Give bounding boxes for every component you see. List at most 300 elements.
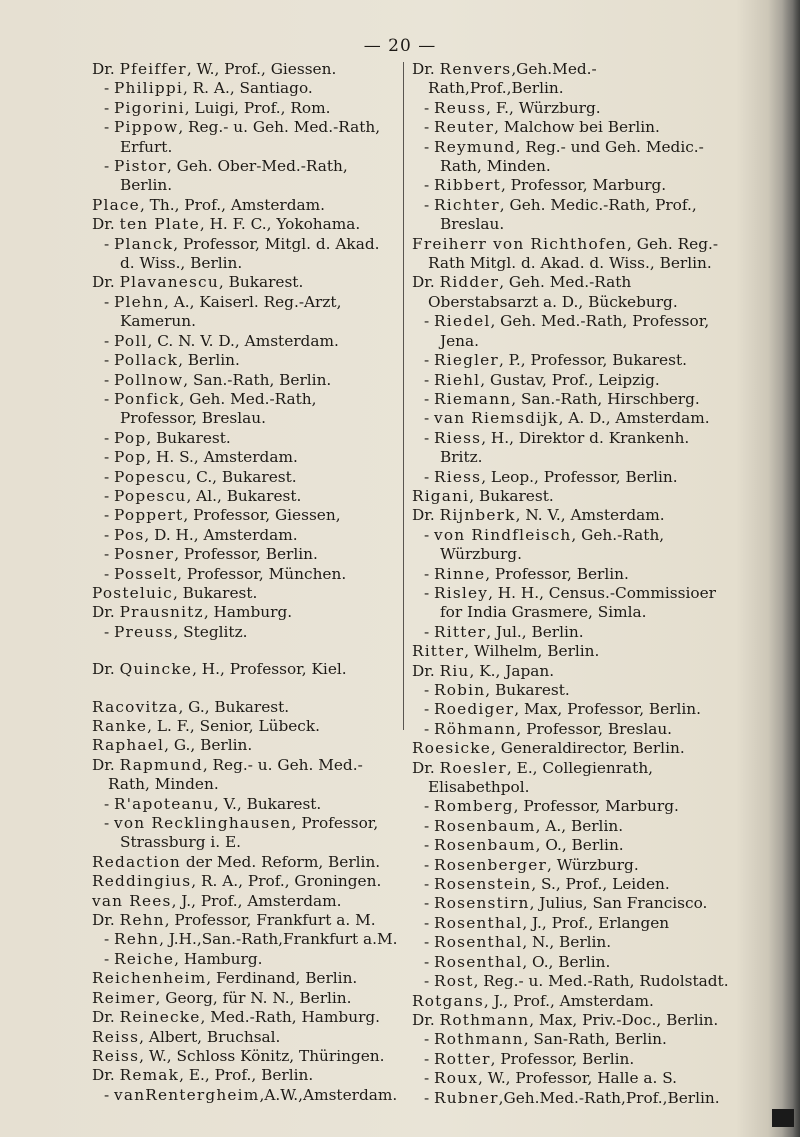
directory-entry (92, 872, 398, 891)
entry-prefix: - (104, 506, 115, 525)
directory-entry (412, 273, 732, 312)
entry-details: , Malchow bei Berlin. (494, 118, 660, 137)
entry-details: , Steglitz. (173, 622, 248, 641)
directory-entry (92, 660, 398, 679)
entry-prefix: - (424, 428, 435, 447)
entry-details: , Professor, Berlin. (174, 545, 318, 564)
entry-name: Rigani (412, 486, 470, 505)
entry-name: Pollack (114, 351, 179, 370)
entry-name: Rosenthal (434, 913, 523, 932)
entry-details: , Ferdinand, Berlin. (206, 969, 358, 988)
entry-name: Rotgans (412, 991, 484, 1010)
directory-entry (92, 351, 398, 370)
directory-entry (92, 814, 398, 853)
entry-details: , Bukarest. (469, 486, 554, 505)
entry-details: , A., Kaiserl. Reg.-Arzt, Kamerun. (120, 292, 342, 331)
entry-name: Quincke (119, 660, 193, 679)
directory-entry (92, 468, 398, 487)
directory-entry (92, 545, 398, 564)
directory-entry (412, 176, 732, 195)
entry-details: , Professor, Strassburg i. E. (120, 814, 379, 852)
entry-prefix: - (424, 137, 435, 156)
directory-entry (412, 138, 732, 177)
entry-name: Rosenthal (434, 952, 523, 971)
directory-entry (92, 118, 398, 157)
entry-name: vanRentergheim (114, 1085, 260, 1104)
column-divider (403, 62, 404, 730)
entry-name: Riess (434, 428, 482, 447)
entry-prefix: - (104, 157, 115, 176)
entry-details: , Professor, Mitgl. d. Akad. d. Wiss., Berlin. (120, 234, 380, 273)
directory-entry (412, 642, 732, 661)
entry-details: , J., Prof., Amsterdam. (483, 991, 654, 1010)
entry-details: , W., Professor, Halle a. S. (478, 1069, 678, 1088)
entry-name: Ranke (92, 717, 148, 735)
entry-name: Rehn (119, 911, 165, 930)
entry-prefix: - (424, 409, 435, 428)
entry-prefix: - (424, 875, 435, 894)
directory-entry (412, 565, 732, 584)
entry-prefix: - (424, 622, 435, 641)
entry-prefix: Dr. (412, 1010, 440, 1029)
entry-name: Plavanescu (119, 273, 219, 292)
entry-name: von Recklinghausen (114, 814, 292, 833)
entry-details: , San.-Rath, Berlin. (183, 370, 332, 389)
entry-name: Reiche (114, 949, 175, 968)
entry-details: , Bukarest. (218, 273, 304, 292)
entry-prefix: Dr. (92, 60, 120, 78)
entry-prefix: - (104, 1085, 115, 1104)
directory-entry (412, 894, 732, 913)
directory-entry (92, 371, 398, 390)
directory-entry (412, 992, 732, 1011)
entry-name: Roediger (434, 700, 515, 719)
entry-details: , Professor, Berlin. (485, 564, 629, 583)
entry-details: , Geh. Med.-Rath Oberstabsarzt a. D., Bückeburg. (428, 273, 678, 311)
entry-name: Reddingius (92, 872, 192, 891)
entry-prefix: - (104, 467, 115, 486)
directory-entry (92, 448, 398, 467)
directory-entry (412, 118, 732, 137)
entry-prefix: Dr. (92, 911, 120, 930)
entry-name: Preuss (114, 622, 174, 641)
directory-entry (412, 817, 732, 836)
entry-details: , H. S., Amsterdam. (146, 448, 298, 467)
directory-entry (412, 235, 732, 274)
entry-prefix: - (104, 351, 115, 370)
entry-prefix: - (424, 525, 435, 544)
entry-prefix: - (424, 972, 435, 991)
directory-entry (412, 1050, 732, 1069)
entry-details: , G., Bukarest. (178, 697, 290, 716)
directory-entry (92, 698, 398, 717)
edge-mark (772, 1109, 794, 1127)
entry-name: Popescu (114, 467, 187, 486)
directory-entry (412, 409, 732, 428)
directory-entry (412, 1030, 732, 1049)
entry-prefix: - (424, 351, 435, 370)
entry-name: Poppert (114, 506, 184, 525)
entry-details: , Jul., Berlin. (486, 622, 584, 641)
entry-prefix: - (424, 797, 435, 816)
entry-details: , S., Prof., Leiden. (531, 875, 670, 894)
entry-details: , C., Bukarest. (186, 467, 297, 486)
entry-prefix: Dr. (92, 215, 120, 234)
directory-entry (92, 79, 398, 98)
directory-entry (412, 1089, 732, 1108)
directory-entry (92, 1086, 398, 1105)
entry-prefix: - (424, 894, 435, 913)
entry-name: Rosenstein (434, 875, 532, 894)
entry-prefix: - (104, 930, 115, 949)
entry-name: Roux (434, 1069, 479, 1088)
entry-prefix: - (104, 564, 115, 583)
entry-name: Rosenbaum (434, 836, 536, 855)
entry-prefix: - (104, 448, 115, 467)
entry-prefix: - (104, 98, 115, 117)
directory-entry (92, 911, 398, 930)
entry-details: , G., Berlin. (164, 736, 253, 755)
entry-prefix: Dr. (412, 661, 440, 680)
directory-entry (412, 914, 732, 933)
entry-prefix: - (424, 913, 435, 932)
entry-prefix: - (104, 79, 115, 98)
entry-details: , Hamburg. (203, 603, 293, 622)
entry-name: Riegler (434, 351, 499, 370)
directory-entry (412, 836, 732, 855)
directory-entry (412, 1011, 732, 1030)
entry-prefix: - (104, 525, 115, 544)
directory-entry (92, 603, 398, 622)
directory-entry (92, 1028, 398, 1047)
entry-prefix: - (424, 389, 435, 408)
entry-prefix: - (104, 234, 115, 253)
directory-entry (412, 371, 732, 390)
entry-prefix: - (104, 794, 115, 813)
entry-name: Riedel (434, 312, 491, 331)
entry-prefix: - (424, 855, 435, 874)
entry-name: van Riemsdijk (434, 409, 559, 428)
entry-name: Reinecke (119, 1008, 201, 1027)
entry-details: , L. F., Senior, Lübeck. (147, 717, 320, 735)
directory-entry (92, 235, 398, 274)
directory-entry (92, 1008, 398, 1027)
directory-entry (412, 487, 732, 506)
directory-entry (412, 797, 732, 816)
entry-prefix: - (424, 933, 435, 952)
directory-entry (92, 892, 398, 911)
entry-name: Röhmann (434, 719, 517, 738)
entry-details: , D. H., Amsterdam. (144, 525, 298, 544)
entry-name: Rijnberk (439, 506, 516, 525)
entry-prefix: - (104, 428, 115, 447)
entry-prefix: - (104, 331, 115, 350)
directory-entry (412, 506, 732, 525)
directory-entry (412, 312, 732, 351)
entry-prefix: - (424, 719, 435, 738)
entry-details: , Georg, für N. N., Berlin. (155, 988, 352, 1007)
entry-details: , R. A., Prof., Groningen. (191, 872, 382, 891)
directory-entry (92, 332, 398, 351)
entry-name: Freiherr von Richthofen (412, 234, 628, 253)
left-column (92, 60, 398, 1105)
entry-prefix: - (104, 949, 115, 968)
directory-entry (92, 756, 398, 795)
directory-entry (412, 720, 732, 739)
entry-name: von Rindfleisch (434, 525, 572, 544)
directory-entry (92, 584, 398, 603)
entry-details: , H., Direktor d. Krankenh. Britz. (440, 428, 690, 467)
directory-entry (92, 157, 398, 196)
entry-name: Rehn (114, 930, 160, 949)
entry-details: , J., Prof., Amsterdam. (171, 891, 342, 910)
directory-entry (412, 875, 732, 894)
entry-name: Rotter (434, 1049, 491, 1068)
entry-name: Riu (439, 661, 470, 680)
directory-entry (412, 972, 732, 991)
directory-entry (412, 468, 732, 487)
directory-entry (92, 717, 398, 736)
directory-entry (412, 196, 732, 235)
directory-entry (412, 623, 732, 642)
entry-prefix: - (424, 700, 435, 719)
entry-name: Posner (114, 545, 175, 564)
directory-entry (92, 60, 398, 79)
entry-name: Redaction (92, 852, 181, 871)
entry-details: , Julius, San Francisco. (529, 894, 708, 913)
entry-details: , Professor, Giessen, (183, 506, 341, 525)
directory-entry (92, 1047, 398, 1066)
directory-entry (92, 795, 398, 814)
entry-name: Richter (434, 195, 500, 214)
entry-prefix: Dr. (92, 603, 120, 622)
entry-name: Pippow (114, 118, 179, 137)
directory-entry (92, 1066, 398, 1085)
entry-details: , Gustav, Prof., Leipzig. (480, 370, 660, 389)
entry-details: , J., Prof., Erlangen (522, 913, 670, 932)
entry-name: Rapmund (119, 755, 203, 774)
entry-name: Rosenstirn (434, 894, 530, 913)
entry-details: , R. A., Santiago. (182, 79, 313, 98)
entry-details: der Med. Reform, Berlin. (180, 852, 381, 871)
directory-entry (92, 565, 398, 584)
entry-name: Rosenberger (434, 855, 548, 874)
entry-name: Philippi (114, 79, 183, 98)
entry-details: , E., Collegienrath, Elisabethpol. (428, 758, 654, 797)
directory-entry (412, 99, 732, 118)
entry-name: Robin (434, 681, 486, 699)
entry-prefix: - (104, 118, 115, 137)
directory-entry (412, 584, 732, 623)
directory-entry (92, 429, 398, 448)
entry-name: Reuter (434, 118, 495, 137)
entry-details: , C. N. V. D., Amsterdam. (147, 331, 339, 350)
entry-name: Reimer (92, 988, 156, 1007)
entry-name: Ponfick (114, 389, 180, 408)
entry-details: , Professor, Berlin. (490, 1049, 635, 1068)
entry-details: , Geh. Med.-Rath, Professor, Jena. (440, 312, 710, 350)
entry-details: , N. V., Amsterdam. (515, 506, 665, 525)
entry-name: Romberg (434, 797, 514, 816)
entry-details: , Professor, Breslau. (516, 719, 673, 738)
entry-details: , Berlin. (178, 351, 240, 370)
entry-details: , Reg.- u. Geh. Med.-Rath, Minden. (108, 755, 363, 794)
entry-prefix: - (424, 176, 435, 195)
entry-name: Roesicke (412, 739, 492, 758)
entry-details: , Würzburg. (547, 855, 639, 874)
entry-details: , Professor, Marburg. (500, 176, 667, 195)
entry-name: Risley (434, 583, 489, 602)
entry-prefix: - (104, 389, 115, 408)
entry-details: , Al., Bukarest. (186, 486, 302, 505)
entry-details: , Luigi, Prof., Rom. (184, 98, 331, 117)
entry-prefix: Dr. (412, 506, 440, 525)
directory-entry (92, 969, 398, 988)
entry-details: , Med.-Rath, Hamburg. (200, 1008, 381, 1027)
entry-prefix: - (424, 312, 435, 331)
entry-name: Pos (114, 525, 145, 544)
entry-name: Rosenbaum (434, 816, 536, 835)
entry-prefix: - (104, 292, 115, 311)
directory-entry (412, 390, 732, 409)
entry-name: Pfeiffer (119, 60, 187, 78)
entry-details: , Geh. Reg.-Rath Mitgl. d. Akad. d. Wiss., Berlin. (428, 234, 719, 273)
entry-details: , H., Professor, Kiel. (192, 660, 347, 679)
entry-prefix: - (424, 836, 435, 855)
entry-details: , A. D., Amsterdam. (558, 409, 710, 428)
entry-name: Ribbert (434, 176, 501, 195)
entry-name: Plehn (114, 292, 164, 311)
entry-details: ,A.W.,Amsterdam. (259, 1085, 398, 1104)
entry-name: Riemann (434, 389, 512, 408)
entry-name: Posteluic (92, 583, 173, 602)
entry-details: , Professor, Marburg. (513, 797, 679, 816)
entry-details: , P., Professor, Bukarest. (498, 351, 687, 370)
directory-entry (412, 933, 732, 952)
entry-name: Poll (114, 331, 148, 350)
directory-entry (92, 950, 398, 969)
entry-details: , San.-Rath, Hirschberg. (511, 389, 700, 408)
entry-prefix: Dr. (92, 1066, 120, 1085)
entry-name: Reichenheim (92, 969, 207, 988)
directory-entry (412, 662, 732, 681)
entry-name: Reuss (434, 98, 487, 117)
entry-details: , San-Rath, Berlin. (523, 1030, 667, 1049)
entry-details: , O., Berlin. (535, 836, 624, 855)
entry-name: Rosenthal (434, 933, 523, 952)
directory-entry (412, 429, 732, 468)
entry-details: , Hamburg. (174, 949, 263, 968)
entry-prefix: - (424, 1088, 435, 1107)
entry-prefix: Dr. (92, 273, 120, 292)
entry-name: Riehl (434, 370, 481, 389)
entry-name: Remak (119, 1066, 180, 1085)
entry-prefix: - (424, 118, 435, 137)
entry-details: , Geh. Med.-Rath, Professor, Breslau. (120, 389, 317, 428)
entry-details: , Max, Priv.-Doc., Berlin. (529, 1010, 719, 1029)
entry-details: , Reg.- und Geh. Medic.-Rath, Minden. (440, 137, 704, 176)
entry-prefix: - (424, 816, 435, 835)
entry-prefix: - (424, 952, 435, 971)
entry-name: Reymund (434, 137, 516, 156)
entry-prefix: Dr. (92, 755, 120, 774)
entry-prefix: - (424, 98, 435, 117)
entry-name: Pollnow (114, 370, 184, 389)
entry-details: , Professor, München. (177, 564, 347, 583)
directory-entry (92, 293, 398, 332)
entry-name: Raphael (92, 736, 165, 755)
entry-prefix: Dr. (412, 758, 440, 777)
entry-details: , H. F. C., Yokohama. (199, 215, 361, 234)
entry-details: , Bukarest. (146, 428, 231, 447)
entry-details: , W., Prof., Giessen. (186, 60, 337, 78)
entry-prefix: Dr. (92, 660, 120, 679)
entry-details: , E., Prof., Berlin. (179, 1066, 314, 1085)
entry-details: , Geh. Medic.-Rath, Prof., Breslau. (440, 195, 697, 234)
entry-details: , Albert, Bruchsal. (139, 1027, 281, 1046)
entry-name: Ritter (434, 622, 487, 641)
entry-details: , Max, Professor, Berlin. (514, 700, 702, 719)
directory-entry (412, 856, 732, 875)
entry-name: Pop (114, 448, 147, 467)
entry-name: Pigorini (114, 98, 185, 117)
directory-entry (92, 215, 398, 234)
entry-name: Pistor (114, 157, 167, 176)
directory-entry (412, 681, 732, 700)
entry-name: Rost (434, 972, 474, 991)
entry-prefix: - (424, 1069, 435, 1088)
entry-name: Rinne (434, 564, 486, 583)
entry-details: , Generaldirector, Berlin. (491, 739, 685, 758)
entry-details: , Geh. Ober-Med.-Rath, Berlin. (120, 157, 348, 195)
entry-details: , Bukarest. (485, 681, 570, 699)
directory-entry (92, 989, 398, 1008)
directory-entry (412, 526, 732, 565)
entry-name: Racovitza (92, 697, 179, 716)
entry-prefix: - (424, 564, 435, 583)
entry-name: ten Plate (119, 215, 200, 234)
directory-entry (412, 60, 732, 99)
page-edge-shadow (782, 0, 800, 1137)
entry-name: Roesler (439, 758, 507, 777)
directory-entry (92, 196, 398, 215)
directory-entry (92, 506, 398, 525)
entry-name: Ritter (412, 642, 465, 661)
entry-name: Pop (114, 428, 147, 447)
directory-entry (412, 739, 732, 758)
entry-details: ,Geh.Med.-Rath,Prof.,Berlin. (428, 60, 597, 98)
entry-name: Popescu (114, 486, 187, 505)
directory-entry (412, 700, 732, 719)
entry-name: van Rees (92, 891, 172, 910)
entry-details: , Reg.- u. Geh. Med.-Rath, Erfurt. (120, 118, 381, 156)
entry-prefix: - (424, 467, 435, 486)
directory-entry (92, 736, 398, 755)
entry-prefix: - (104, 370, 115, 389)
entry-name: Place (92, 195, 140, 214)
directory-entry (92, 853, 398, 872)
entry-name: Reiss (92, 1046, 140, 1065)
entry-prefix: Dr. (92, 1008, 120, 1027)
entry-prefix: - (424, 681, 435, 699)
entry-details: , V., Bukarest. (213, 794, 322, 813)
entry-prefix: - (424, 1049, 435, 1068)
entry-name: Posselt (114, 564, 178, 583)
entry-prefix: - (104, 622, 115, 641)
entry-prefix: - (104, 545, 115, 564)
entry-prefix: - (104, 814, 115, 833)
directory-entry (92, 526, 398, 545)
